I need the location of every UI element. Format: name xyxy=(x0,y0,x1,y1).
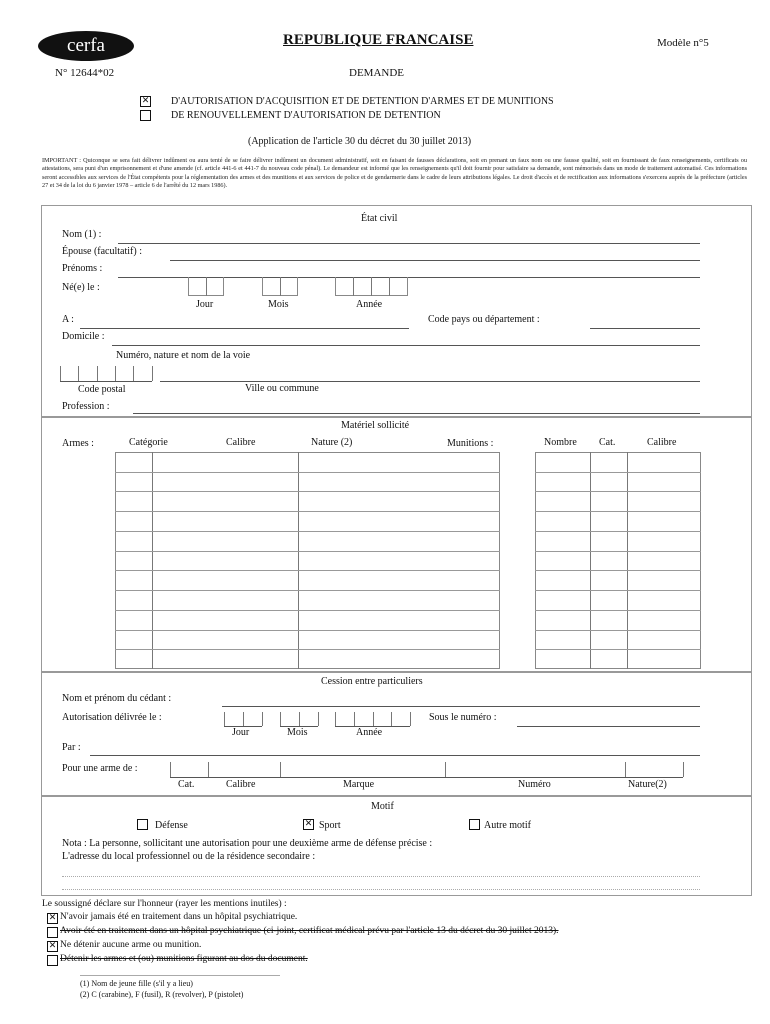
declaration-intro: Le soussigné déclare sur l'honneur (rayer les mentions inutiles) : xyxy=(42,899,287,909)
nom-cedant-field[interactable] xyxy=(222,706,700,707)
important-notice: IMPORTANT : Quiconque se sera fait délivrer indûment ou aura tenté de se faire délivrer indûment un document administratif, soit en faisant de fausses déclarations, soit en prenant un faux nom ou une fausse qualité, soit en fournissant de faux renseignements, certificats ou attestations, sera puni d'un emprisonnement et d'une amende (cf. article 441-6 et 441-7 du nouveau code pénal). Le demandeur est informé que les renseignements qu'il doit fournir pour satisfaire sa demande, sont mémorisés dans un mode de traitement automatisé. Ces informations seront accessibles aux services de l'État compétents pour la réglementation des armes et des munitions et aux services de police et de gendarmerie dans le cadre de leurs attributions légales. Le droit d'accès et de rectification aux informations s'exercera auprès de la préfecture (articles 27 et 34 de la loi du 6 janvier 1978 – article 6 de l'arrêté du 12 mars 1986). xyxy=(42,157,747,190)
epouse-label: Épouse (facultatif) : xyxy=(62,246,142,257)
model-number: Modèle n°5 xyxy=(657,37,709,49)
armes-table-row-line xyxy=(115,551,500,552)
cat-header: Cat. xyxy=(599,437,616,448)
code-pays-label: Code pays ou département : xyxy=(428,314,540,325)
armes-table-row-line xyxy=(115,472,500,473)
pour-marque-label: Marque xyxy=(343,779,375,790)
armes-label: Armes : xyxy=(62,438,94,449)
armes-table[interactable] xyxy=(115,452,500,669)
pour-calibre-label: Calibre xyxy=(226,779,256,790)
armes-table-row-line xyxy=(115,610,500,611)
nota-line-1: Nota : La personne, sollicitant une autorisation pour une deuxième arme de défense précise : xyxy=(62,838,433,849)
option-acquisition-checkbox[interactable]: ✕ xyxy=(141,96,150,106)
etat-civil-title: État civil xyxy=(361,213,398,224)
profession-field[interactable] xyxy=(133,413,700,414)
cession-year-label: Année xyxy=(356,727,383,738)
form-number: N° 12644*02 xyxy=(55,67,115,79)
munitions-table-row-line xyxy=(535,511,701,512)
nota-field-1[interactable] xyxy=(62,876,700,877)
cession-title: Cession entre particuliers xyxy=(321,676,423,687)
munitions-label: Munitions : xyxy=(447,438,494,449)
munitions-table-row-line xyxy=(535,630,701,631)
armes-table-row-line xyxy=(115,630,500,631)
munitions-table-row-line xyxy=(535,649,701,650)
pour-arme-field[interactable] xyxy=(170,777,683,778)
armes-table-row-line xyxy=(115,511,500,512)
calibre2-header: Calibre xyxy=(647,437,677,448)
domicile-label: Domicile : xyxy=(62,331,105,342)
declaration-2-checkbox[interactable] xyxy=(47,927,58,938)
armes-table-row-line xyxy=(115,570,500,571)
par-field[interactable] xyxy=(90,755,700,756)
demande-title: DEMANDE xyxy=(349,67,404,79)
autre-motif-label: Autre motif xyxy=(484,820,531,831)
voie-label: Numéro, nature et nom de la voie xyxy=(116,350,251,361)
birth-day-label: Jour xyxy=(196,299,214,310)
declaration-1-checkbox[interactable]: ✕ xyxy=(48,913,57,923)
a-field[interactable] xyxy=(80,328,409,329)
ville-field[interactable] xyxy=(160,381,700,382)
option-renouvellement-label: DE RENOUVELLEMENT D'AUTORISATION DE DETENTION xyxy=(171,110,441,121)
munitions-table-row-line xyxy=(535,491,701,492)
declaration-3-checkbox[interactable]: ✕ xyxy=(48,941,57,951)
epouse-field[interactable] xyxy=(170,260,700,261)
etat-civil-section xyxy=(41,205,752,417)
code-postal-label: Code postal xyxy=(78,384,126,395)
armes-table-row-line xyxy=(115,531,500,532)
armes-table-row-line xyxy=(115,590,500,591)
autre-motif-checkbox[interactable] xyxy=(469,819,480,830)
calibre-header: Calibre xyxy=(226,437,256,448)
par-label: Par : xyxy=(62,742,81,753)
pour-numero-label: Numéro xyxy=(518,779,551,790)
ne-le-label: Né(e) le : xyxy=(62,282,100,293)
armes-table-row-line xyxy=(115,649,500,650)
option-renouvellement-checkbox[interactable] xyxy=(140,110,151,121)
prenoms-label: Prénoms : xyxy=(62,263,103,274)
pour-cat-label: Cat. xyxy=(178,779,195,790)
cession-day-label: Jour xyxy=(232,727,250,738)
profession-label: Profession : xyxy=(62,401,110,412)
nom-field[interactable] xyxy=(118,243,700,244)
domicile-field[interactable] xyxy=(112,345,700,346)
republic-title: REPUBLIQUE FRANCAISE xyxy=(283,32,474,48)
munitions-table[interactable] xyxy=(535,452,701,669)
armes-table-row-line xyxy=(115,491,500,492)
munitions-table-row-line xyxy=(535,472,701,473)
nota-field-2[interactable] xyxy=(62,889,700,890)
nota-line-2: L'adresse du local professionnel ou de la résidence secondaire : xyxy=(62,851,316,862)
pour-arme-label: Pour une arme de : xyxy=(62,763,138,774)
nombre-header: Nombre xyxy=(544,437,577,448)
cession-month-label: Mois xyxy=(287,727,308,738)
birth-year-label: Année xyxy=(356,299,383,310)
footnote-2: (2) C (carabine), F (fusil), R (revolver), P (pistolet) xyxy=(80,990,244,999)
motif-title: Motif xyxy=(371,801,394,812)
pour-nature-label: Nature(2) xyxy=(628,779,667,790)
declaration-2-text: Avoir été en traitement dans un hôpital psychiatrique (ci-joint, certificat médical prévu par l'article 13 du décret du 30 juillet 2013). xyxy=(60,926,559,936)
sport-label: Sport xyxy=(319,820,341,831)
ville-label: Ville ou commune xyxy=(245,383,319,394)
declaration-4-text: Détenir les armes et (ou) munitions figurant au dos du document. xyxy=(60,954,308,964)
declaration-4-checkbox[interactable] xyxy=(47,955,58,966)
declaration-3-text: Ne détenir aucune arme ou munition. xyxy=(60,940,202,950)
materiel-title: Matériel sollicité xyxy=(341,420,410,431)
categorie-header: Catégorie xyxy=(129,437,168,448)
application-text: (Application de l'article 30 du décret du 30 juillet 2013) xyxy=(248,136,472,147)
defense-checkbox[interactable] xyxy=(137,819,148,830)
munitions-table-row-line xyxy=(535,531,701,532)
code-postal-field[interactable] xyxy=(60,381,152,382)
declaration-1-text: N'avoir jamais été en traitement dans un hôpital psychiatrique. xyxy=(60,912,298,922)
defense-label: Défense xyxy=(155,820,188,831)
sport-checkbox[interactable]: ✕ xyxy=(304,819,313,829)
footnote-separator xyxy=(80,975,280,976)
nom-label: Nom (1) : xyxy=(62,229,102,240)
munitions-table-row-line xyxy=(535,551,701,552)
option-acquisition-label: D'AUTORISATION D'ACQUISITION ET DE DETENTION D'ARMES ET DE MUNITIONS xyxy=(171,96,554,107)
munitions-table-row-line xyxy=(535,590,701,591)
munitions-table-row-line xyxy=(535,570,701,571)
birth-month-label: Mois xyxy=(268,299,289,310)
cerfa-logo: cerfa xyxy=(38,31,134,61)
autorisation-label: Autorisation délivrée le : xyxy=(62,712,162,723)
a-label: A : xyxy=(62,314,74,325)
footnote-1: (1) Nom de jeune fille (s'il y a lieu) xyxy=(80,979,193,988)
sous-numero-field[interactable] xyxy=(517,726,700,727)
code-pays-field[interactable] xyxy=(590,328,700,329)
nom-cedant-label: Nom et prénom du cédant : xyxy=(62,693,172,704)
munitions-table-row-line xyxy=(535,610,701,611)
sous-numero-label: Sous le numéro : xyxy=(429,712,497,723)
nature-header: Nature (2) xyxy=(311,437,353,448)
